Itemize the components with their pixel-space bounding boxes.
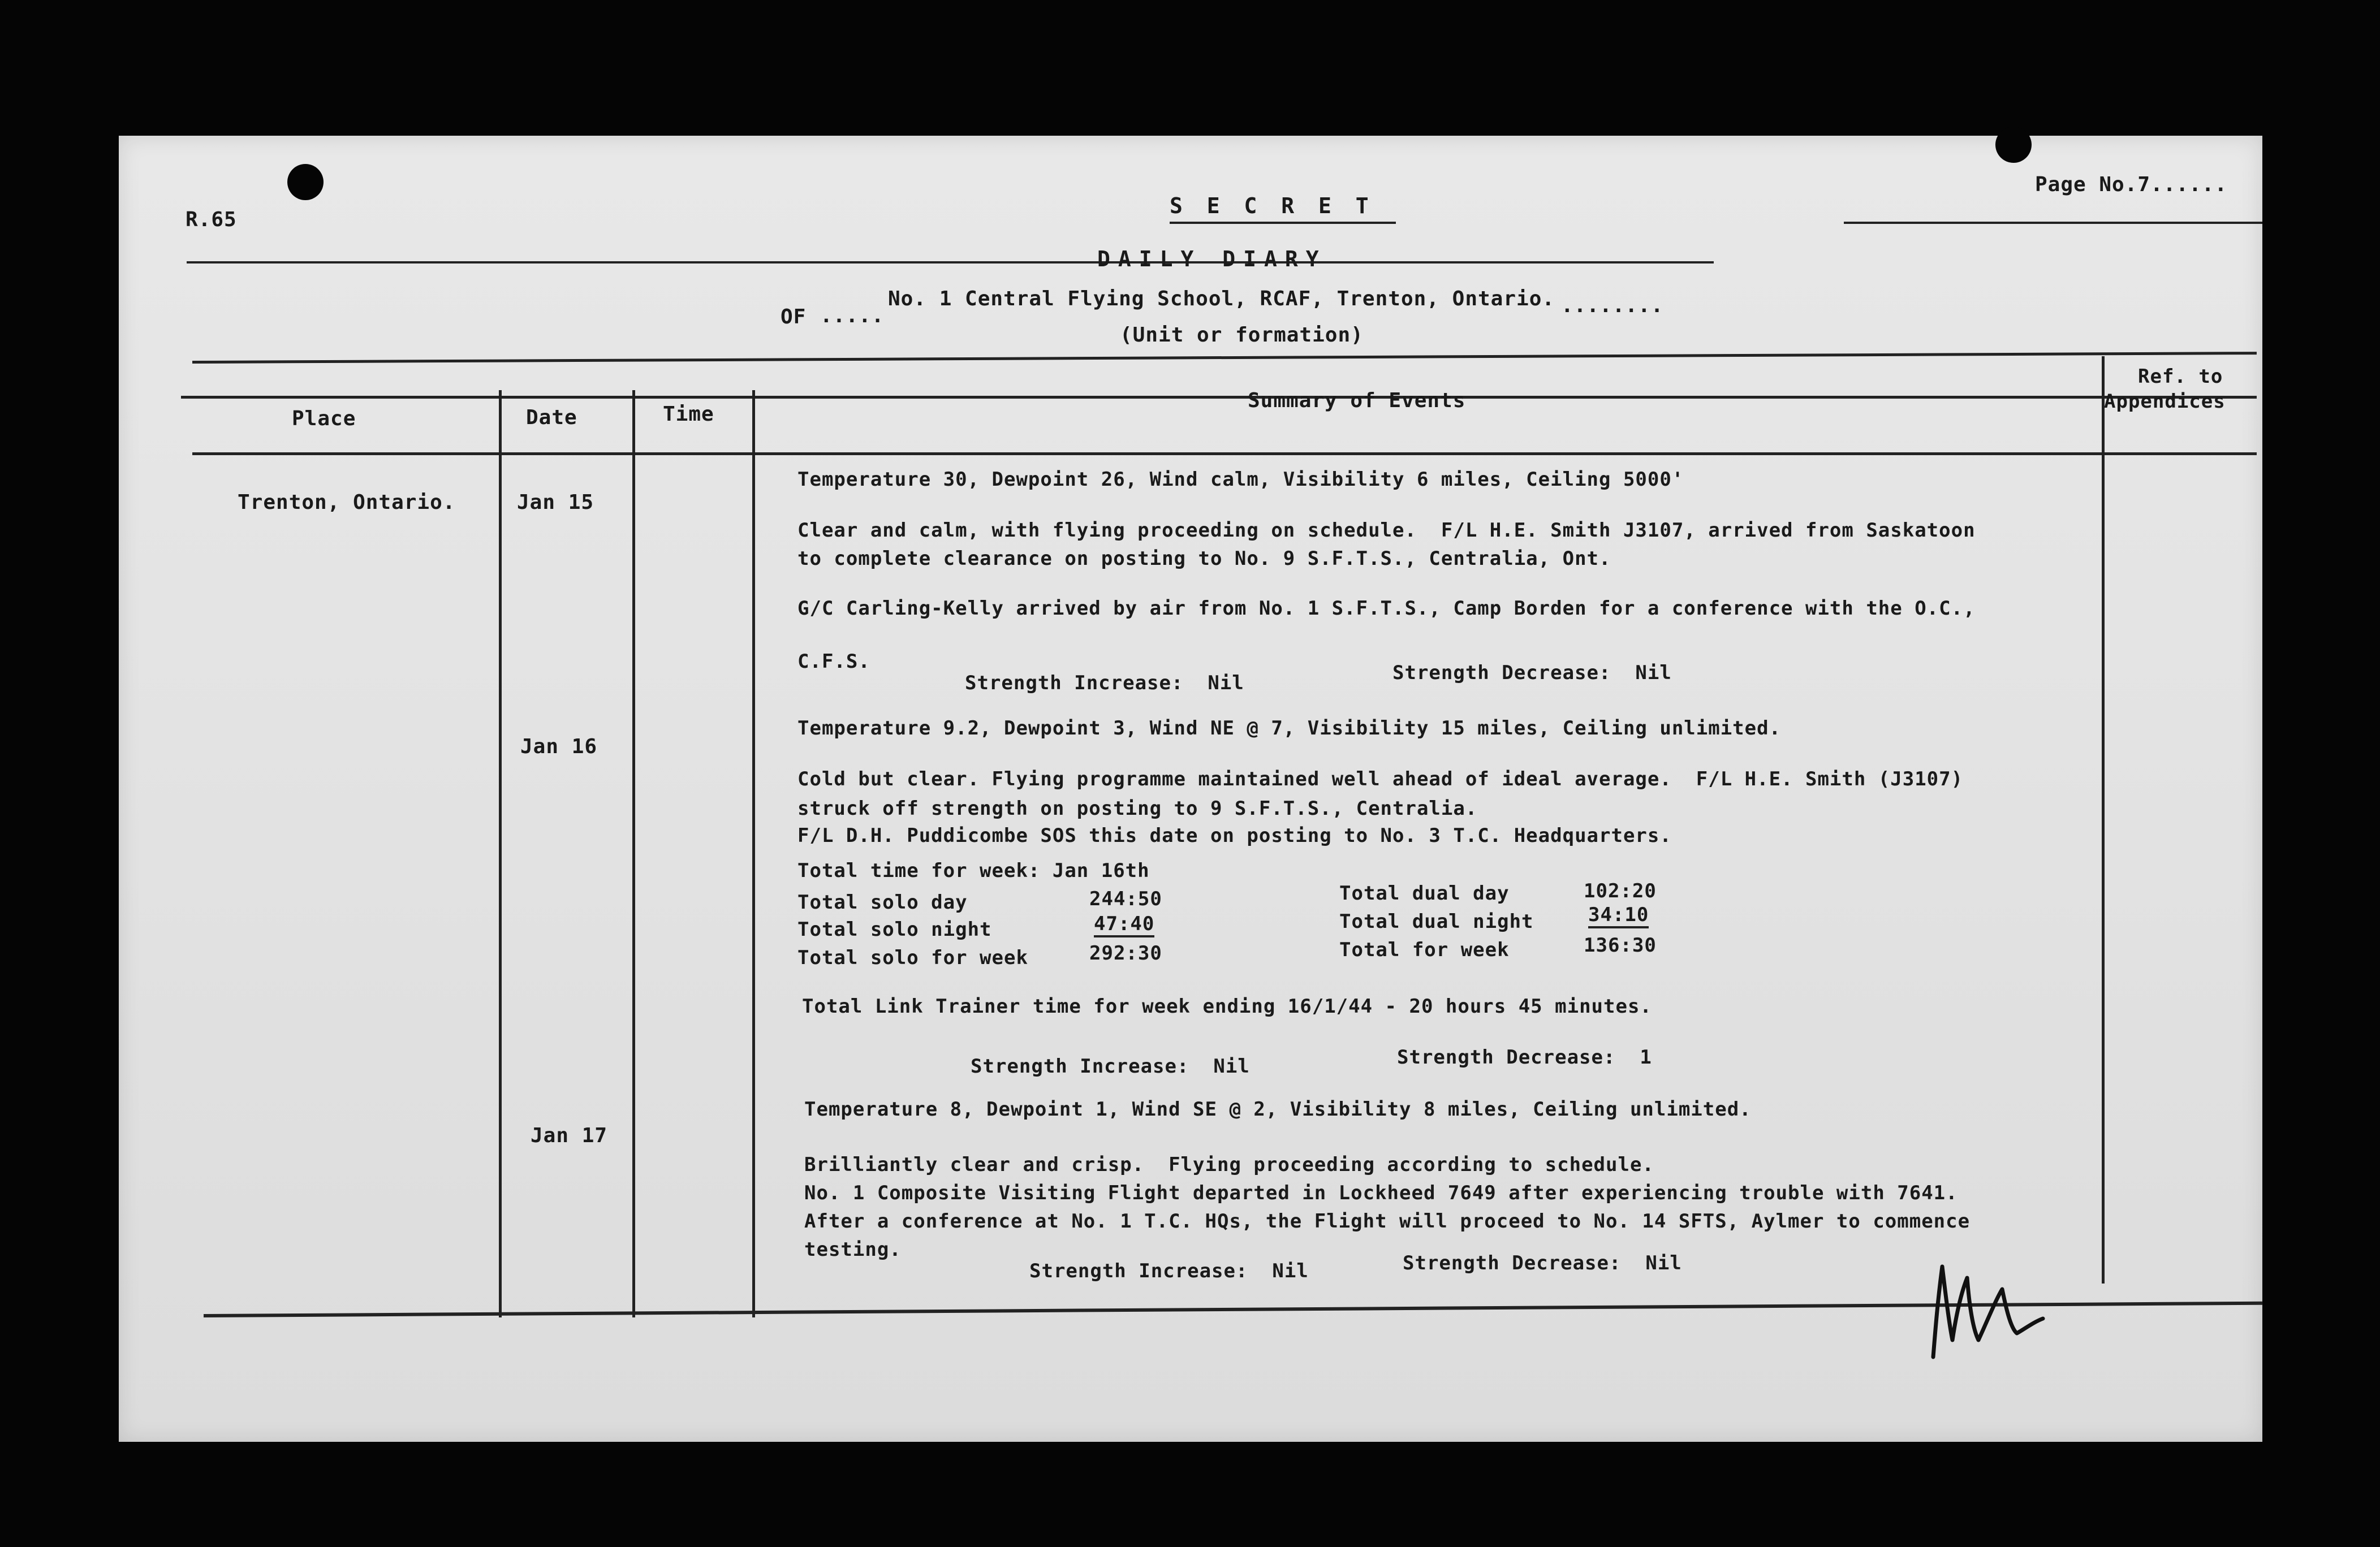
total-label: Total for week bbox=[1339, 939, 1510, 961]
summary-line: Clear and calm, with flying proceeding on schedule. F/L H.E. Smith J3107, arrived from Saskatoon bbox=[797, 519, 1976, 542]
link-trainer-total: Total Link Trainer time for week ending 16/1/44 - 20 hours 45 minutes. bbox=[802, 995, 1652, 1018]
classification-underline bbox=[1170, 222, 1396, 224]
place-cell: Trenton, Ontario. bbox=[238, 491, 456, 514]
total-label: Total dual day bbox=[1339, 882, 1510, 905]
summary-line: G/C Carling-Kelly arrived by air from No. 1 S.F.T.S., Camp Borden for a conference with the O.C., bbox=[797, 597, 1976, 620]
of-leader-dots: ..... bbox=[820, 304, 885, 327]
header-time: Time bbox=[663, 403, 714, 426]
summary-line: Temperature 30, Dewpoint 26, Wind calm, Visibility 6 miles, Ceiling 5000' bbox=[797, 468, 1684, 491]
summary-line: to complete clearance on posting to No. 9 S.F.T.S., Centralia, Ont. bbox=[797, 547, 1611, 570]
header-rule-left bbox=[187, 261, 1714, 263]
of-label: OF bbox=[781, 305, 807, 329]
summary-line: Temperature 9.2, Dewpoint 3, Wind NE @ 7, Visibility 15 miles, Ceiling unlimited. bbox=[797, 717, 1782, 740]
punch-hole-left bbox=[287, 164, 324, 200]
date-jan17: Jan 17 bbox=[531, 1124, 608, 1147]
summary-line: Brilliantly clear and crisp. Flying proceeding according to schedule. bbox=[804, 1153, 1654, 1176]
strength-increase: Strength Increase: Nil bbox=[1029, 1260, 1309, 1282]
col-rule-summary bbox=[2102, 356, 2105, 1284]
total-value: 102:20 bbox=[1584, 880, 1657, 902]
unit-name: No. 1 Central Flying School, RCAF, Trenton, Ontario. bbox=[888, 287, 1555, 310]
header-date: Date bbox=[526, 406, 577, 429]
summary-line: C.F.S. bbox=[797, 650, 870, 673]
page-dots: ...... bbox=[2150, 173, 2228, 196]
header-ref-appendices: Appendices bbox=[2104, 390, 2226, 413]
table-header-rule bbox=[192, 452, 2257, 455]
header-rule-right bbox=[1844, 222, 2262, 224]
strength-increase: Strength Increase: Nil bbox=[971, 1055, 1250, 1078]
unit-leader-dots: ........ bbox=[1561, 294, 1664, 317]
summary-line: Cold but clear. Flying programme maintained well ahead of ideal average. F/L H.E. Smith (J3107) bbox=[797, 768, 1964, 790]
total-value: 47:40 bbox=[1094, 913, 1154, 937]
summary-line: struck off strength on posting to 9 S.F.T.S., Centralia. bbox=[797, 797, 1478, 820]
handwritten-initials bbox=[1923, 1255, 2059, 1368]
unit-caption: (Unit or formation) bbox=[1120, 323, 1364, 347]
strength-decrease: Strength Decrease: Nil bbox=[1403, 1252, 1682, 1274]
page-number: 7 bbox=[2137, 173, 2151, 196]
date-jan15: Jan 15 bbox=[517, 491, 594, 514]
total-value: 136:30 bbox=[1584, 934, 1657, 957]
col-rule-date bbox=[632, 390, 635, 1317]
summary-line: Temperature 8, Dewpoint 1, Wind SE @ 2, Visibility 8 miles, Ceiling unlimited. bbox=[804, 1098, 1752, 1121]
punch-hole-right bbox=[1995, 127, 2032, 163]
strength-increase: Strength Increase: Nil bbox=[965, 672, 1244, 694]
summary-line: No. 1 Composite Visiting Flight departed in Lockheed 7649 after experiencing trouble with 7641. bbox=[804, 1182, 1958, 1204]
page-number-label bbox=[2035, 173, 2227, 196]
summary-line: Total time for week: Jan 16th bbox=[797, 859, 1150, 882]
summary-line: After a conference at No. 1 T.C. HQs, the Flight will proceed to No. 14 SFTS, Aylmer to commence bbox=[804, 1210, 1971, 1233]
page-label: Page No. bbox=[2035, 173, 2138, 196]
form-number: R.65 bbox=[186, 208, 237, 231]
table-top-rule-2 bbox=[181, 396, 2257, 399]
total-label: Total dual night bbox=[1339, 910, 1534, 933]
total-label: Total solo day bbox=[797, 891, 968, 914]
strength-decrease: Strength Decrease: Nil bbox=[1392, 662, 1672, 684]
header-summary: Summary of Events bbox=[1248, 389, 1466, 412]
header-ref: Ref. to bbox=[2138, 365, 2223, 388]
strength-decrease: Strength Decrease: 1 bbox=[1397, 1046, 1652, 1069]
diary-title: DAILY DIARY bbox=[1097, 247, 1327, 271]
col-rule-place bbox=[499, 390, 502, 1317]
summary-line: testing. bbox=[804, 1238, 902, 1261]
total-value: 292:30 bbox=[1089, 942, 1162, 965]
summary-line: F/L D.H. Puddicombe SOS this date on posting to No. 3 T.C. Headquarters. bbox=[797, 824, 1672, 847]
total-label: Total solo for week bbox=[797, 947, 1028, 969]
col-rule-time bbox=[752, 390, 755, 1317]
total-value: 34:10 bbox=[1588, 904, 1649, 928]
total-value: 244:50 bbox=[1089, 888, 1162, 910]
classification: S E C R E T bbox=[1170, 193, 1374, 218]
date-jan16: Jan 16 bbox=[520, 735, 598, 758]
total-label: Total solo night bbox=[797, 918, 992, 941]
header-place: Place bbox=[292, 407, 356, 430]
